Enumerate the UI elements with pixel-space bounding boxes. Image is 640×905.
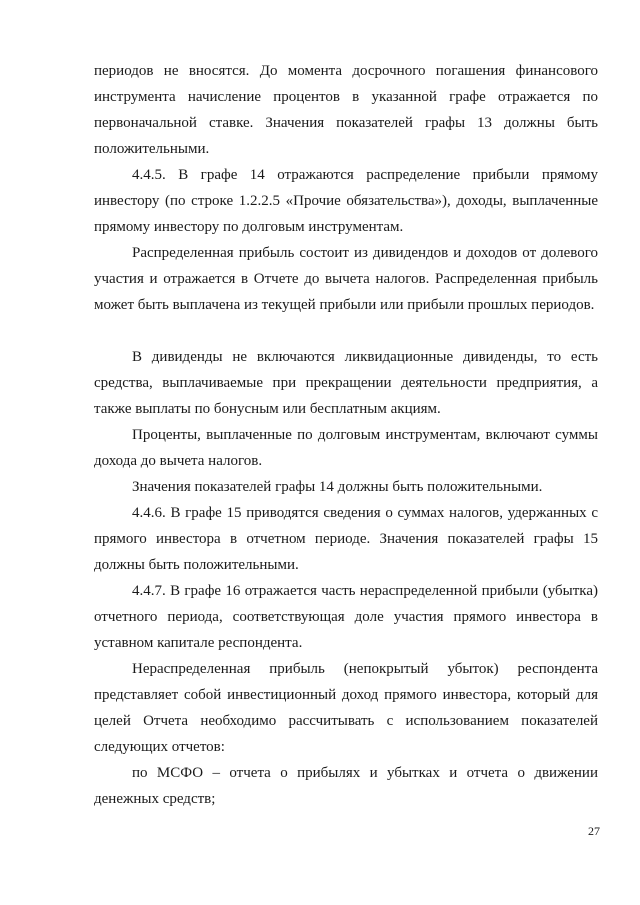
paragraph-dividends: В дивиденды не включаются ликвидационные дивиденды, то есть средства, выплачиваемые при прекращении деятельности предприятия, а также выплаты по бонусным или бесплатным акциям. bbox=[94, 349, 598, 417]
paragraph-ifrs: по МСФО – отчета о прибылях и убытках и отчета о движении денежных средств; bbox=[94, 765, 598, 807]
paragraph-4-4-7: 4.4.7. В графе 16 отражается часть нераспределенной прибыли (убытка) отчетного периода, соответствующая доле участия прямого инвестора в уставном капитале респондента. bbox=[94, 583, 598, 651]
page-number: 27 bbox=[588, 824, 600, 838]
paragraph-retained-earnings: Нераспределенная прибыль (непокрытый убыток) респондента представляет собой инвестиционный доход прямого инвестора, который для целей Отчета необходимо рассчитывать с использованием показателей следующих отчетов: bbox=[94, 661, 598, 755]
paragraph-continuation-graph-13: периодов не вносятся. До момента досрочного погашения финансового инструмента начисление процентов в указанной графе отражается по первоначальной ставке. Значения показателей графы 13 должны быть положительными. bbox=[94, 63, 598, 157]
paragraph-graph-14-positive: Значения показателей графы 14 должны быть положительными. bbox=[132, 479, 543, 495]
paragraph-interest: Проценты, выплаченные по долговым инструментам, включают суммы дохода до вычета налогов. bbox=[94, 427, 598, 469]
paragraph-4-4-5: 4.4.5. В графе 14 отражаются распределение прибыли прямому инвестору (по строке 1.2.2.5 «Прочие обязательства»), доходы, выплаченные прямому инвестору по долговым инструментам. bbox=[94, 167, 598, 235]
paragraph-4-4-6: 4.4.6. В графе 15 приводятся сведения о суммах налогов, удержанных с прямого инвестора в отчетном периоде. Значения показателей графы 15 должны быть положительными. bbox=[94, 505, 598, 573]
paragraph-distributed-profit: Распределенная прибыль состоит из дивидендов и доходов от долевого участия и отражается в Отчете до вычета налогов. Распределенная прибыль может быть выплачена из текущей прибыли или прибыли прошлых периодов. bbox=[94, 245, 598, 313]
